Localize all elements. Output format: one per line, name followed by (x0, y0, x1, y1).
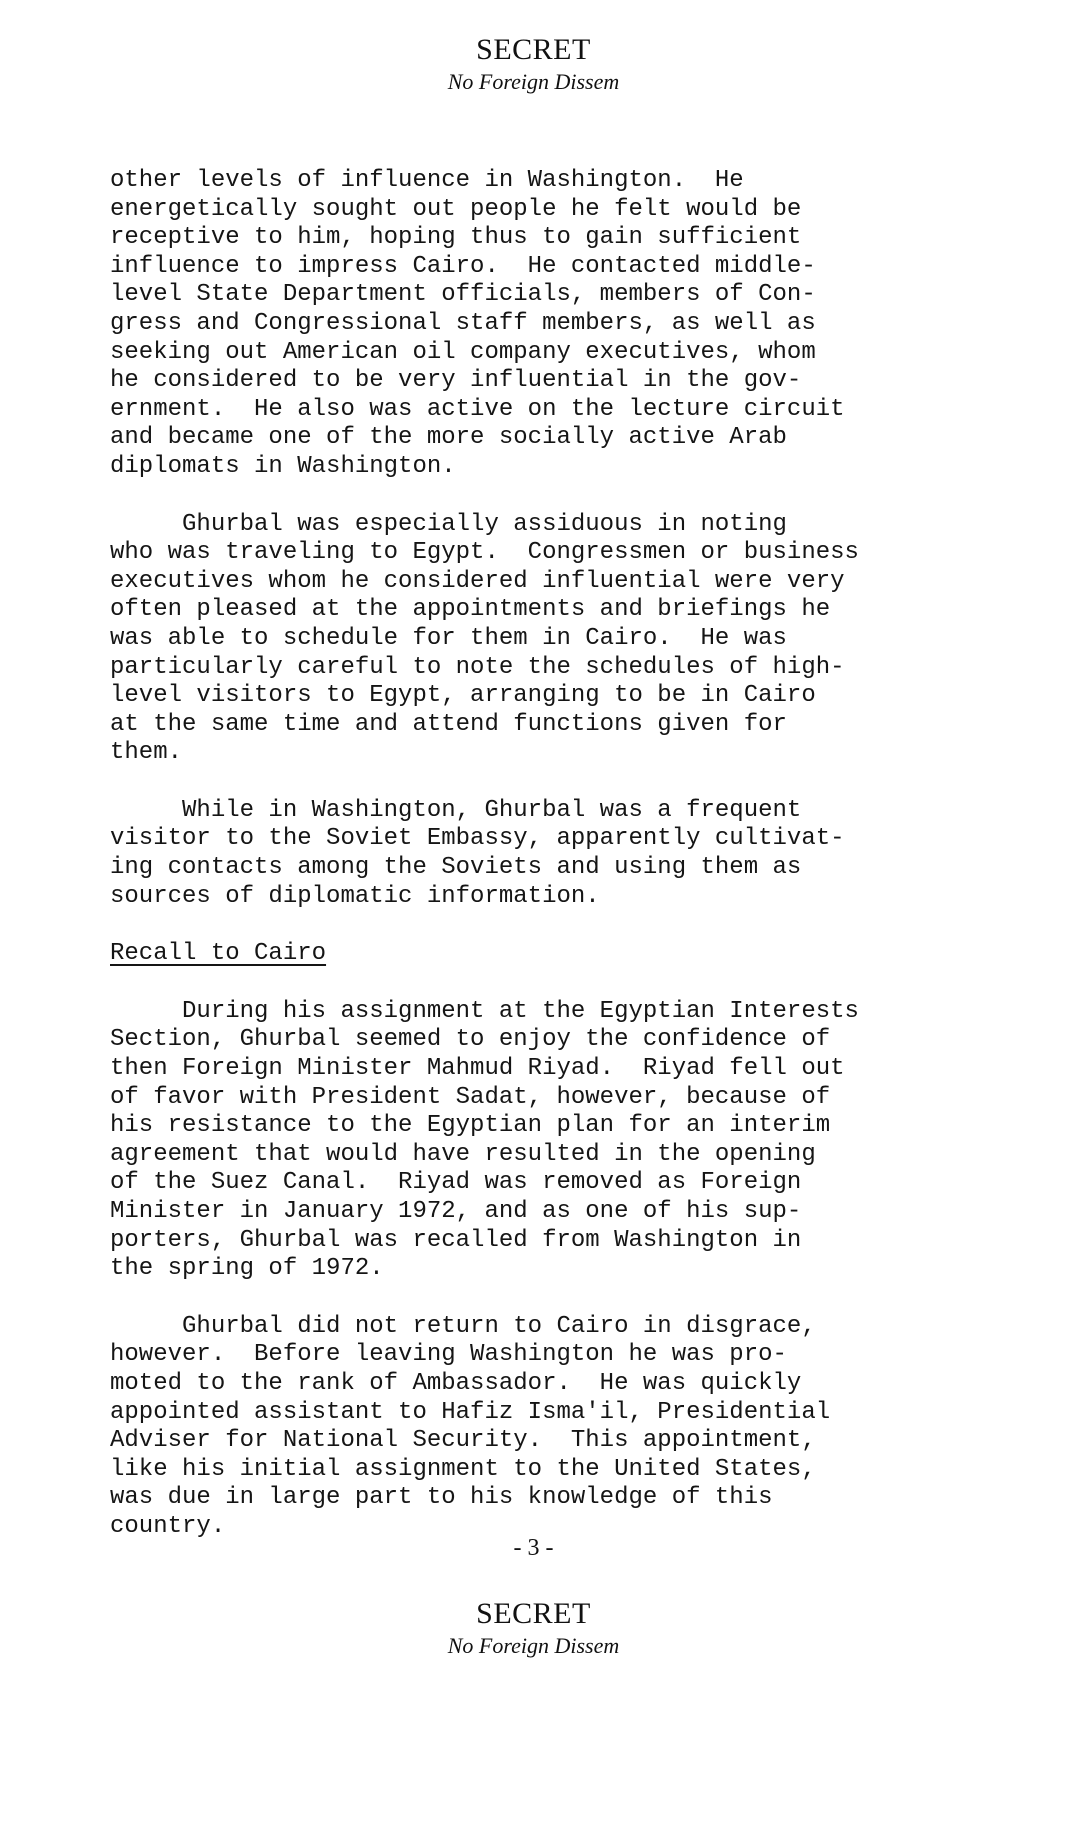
paragraph-5: Ghurbal did not return to Cairo in disgrace, however. Before leaving Washington he was pro- moted to the rank of Ambassador. He was quickly appointed assistant to Hafiz Isma'il, Presidential Adviser for National Security. This appointment, like his initial assignment to the United States, was due in large part to his knowledge of this country. (110, 1312, 831, 1540)
header-secret-label: SECRET (476, 33, 591, 66)
section-heading: Recall to Cairo (110, 940, 327, 968)
paragraph-3: While in Washington, Ghurbal was a frequent visitor to the Soviet Embassy, apparently cultivat- ing contacts among the Soviets and using them as sources of diplomatic information. (110, 796, 845, 910)
footer-dissem-label: No Foreign Dissem (447, 1633, 620, 1658)
document-body (110, 167, 990, 1542)
paragraph-2: Ghurbal was especially assiduous in noting who was traveling to Egypt. Congressmen or business executives whom he considered influential were very often pleased at the appointments and briefings he was able to schedule for them in Cairo. He was particularly careful to note the schedules of high- level visitors to Egypt, arranging to be in Cairo at the same time and attend functions given for them. (110, 510, 859, 767)
footer-classification-marking (0, 1596, 1067, 1660)
header-classification-marking (0, 32, 1067, 96)
paragraph-1: other levels of influence in Washington. He energetically sought out people he felt would be receptive to him, hoping thus to gain sufficient influence to impress Cairo. He contacted middle- level State Department officials, members of Con- gress and Congressional staff members, as well as seeking out American oil company executives, whom he considered to be very influential in the gov- ernment. He also was active on the lecture circuit and became one of the more socially active Arab diplomats in Washington. (110, 167, 845, 480)
header-dissem-label: No Foreign Dissem (447, 69, 620, 94)
paragraph-4: During his assignment at the Egyptian Interests Section, Ghurbal seemed to enjoy the confidence of then Foreign Minister Mahmud Riyad. Riyad fell out of favor with President Sadat, however, because of his resistance to the Egyptian plan for an interim agreement that would have resulted in the opening of the Suez Canal. Riyad was removed as Foreign Minister in January 1972, and as one of his sup- porters, Ghurbal was recalled from Washington in the spring of 1972. (110, 997, 859, 1283)
footer-secret-label: SECRET (476, 1597, 591, 1630)
page-number: - 3 - (513, 1535, 554, 1561)
